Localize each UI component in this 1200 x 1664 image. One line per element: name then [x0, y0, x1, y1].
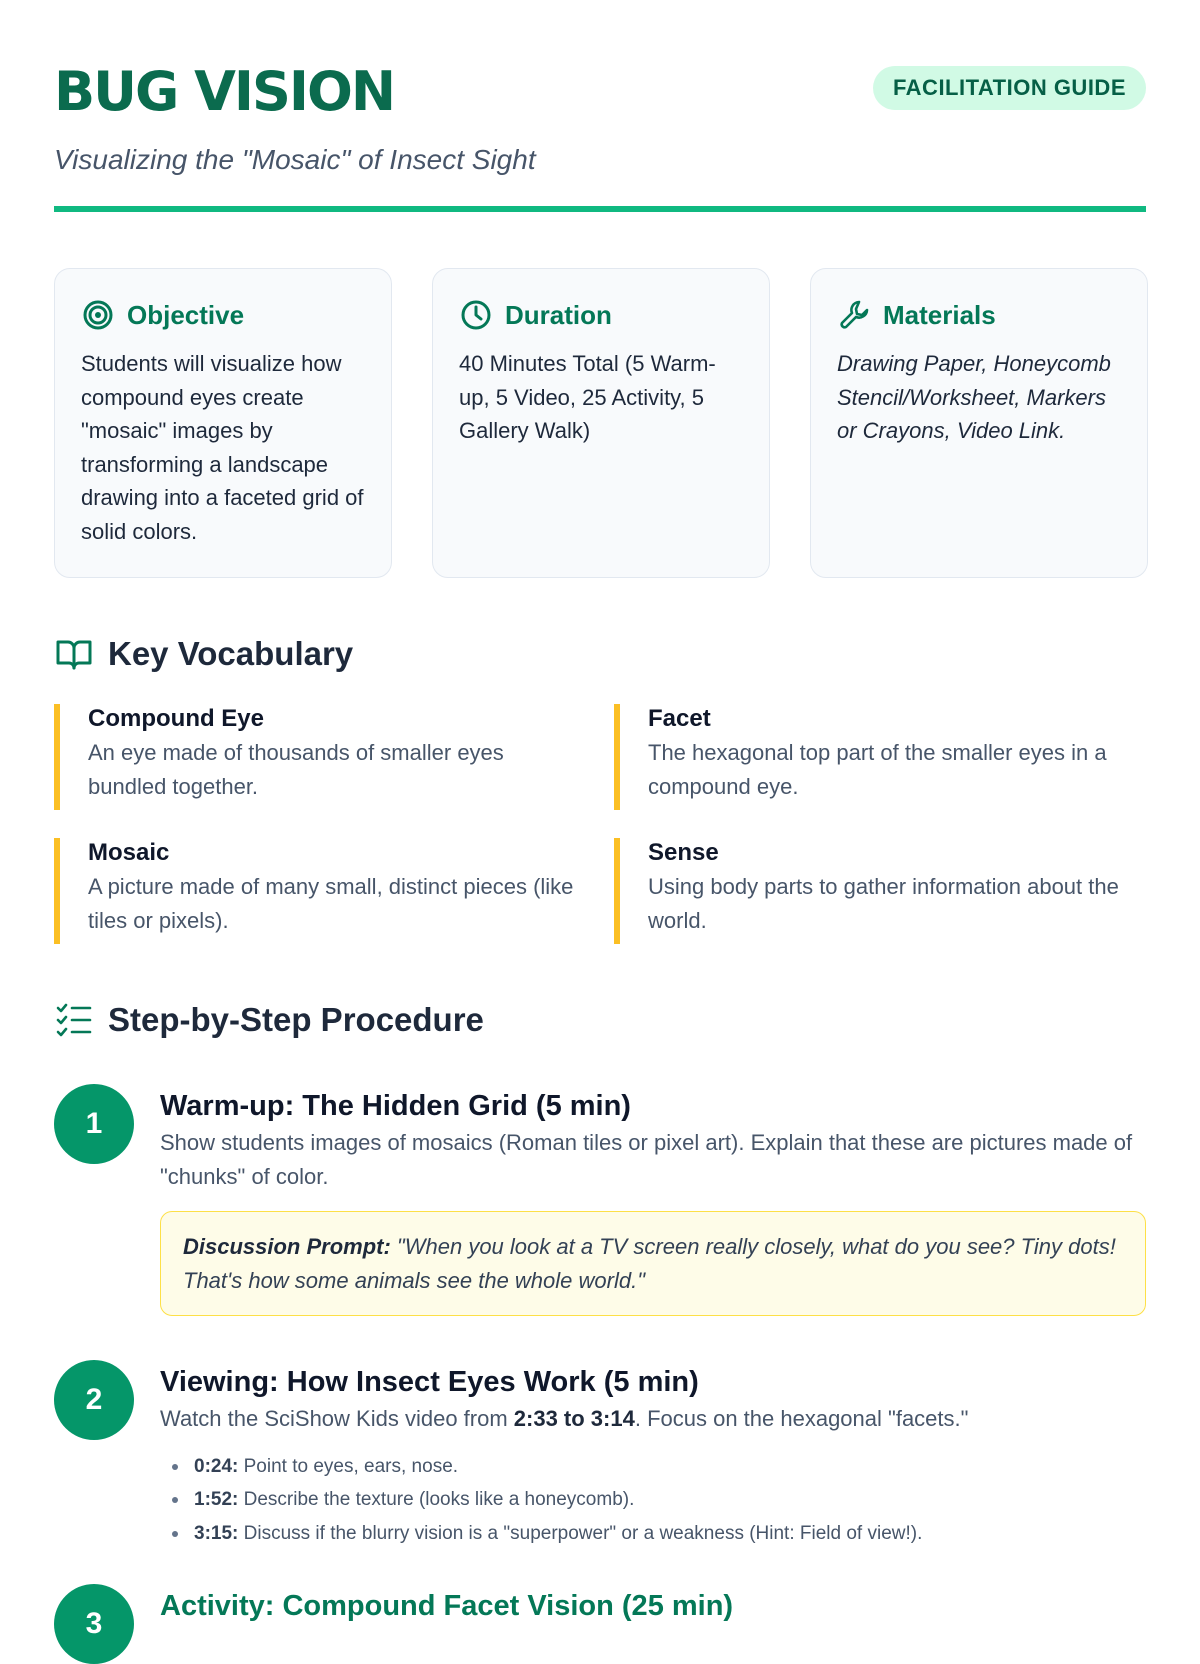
vocab-item — [614, 704, 1144, 810]
timestamp: 0:24: — [194, 1455, 239, 1477]
page-title: BUG VISION — [54, 60, 395, 123]
materials-card — [810, 268, 1148, 578]
vocab-term: Sense — [648, 839, 719, 866]
vocabulary-heading — [54, 632, 353, 676]
info-cards — [54, 268, 1146, 578]
timestamp-note: Point to eyes, ears, nose. — [238, 1455, 459, 1477]
page-subtitle: Visualizing the "Mosaic" of Insect Sight — [54, 144, 536, 175]
duration-card — [432, 268, 770, 578]
clock-icon — [459, 298, 493, 332]
target-icon — [81, 298, 115, 332]
step-body — [160, 1586, 1146, 1626]
timestamp-list — [160, 1450, 1146, 1551]
vocabulary-grid — [54, 704, 1146, 950]
objective-title: Objective — [127, 299, 245, 330]
vocab-definition: Using body parts to gather information about the world. — [648, 874, 1119, 933]
step-number-badge: 3 — [54, 1584, 134, 1664]
duration-title: Duration — [505, 299, 612, 330]
procedure-heading — [54, 998, 484, 1042]
vocab-item — [614, 838, 1144, 944]
vocabulary-title: Key Vocabulary — [108, 635, 354, 672]
discussion-prompt-label: Discussion Prompt: — [183, 1234, 391, 1259]
facilitation-guide-page — [54, 0, 1146, 1640]
discussion-prompt-text: "When you look at a TV screen really closely, what do you see? Tiny dots! That's how some animals see the whole world." — [183, 1234, 1116, 1293]
duration-text: 40 Minutes Total (5 Warm-up, 5 Video, 25 Activity, 5 Gallery Walk) — [459, 351, 716, 443]
vocab-definition: The hexagonal top part of the smaller eyes in a compound eye. — [648, 740, 1107, 799]
vocab-definition: An eye made of thousands of smaller eyes bundled together. — [88, 740, 504, 799]
step-text-part: . Focus on the hexagonal "facets." — [634, 1406, 969, 1431]
vocab-term: Compound Eye — [88, 705, 265, 732]
step-text-part: Watch the SciShow Kids video from — [160, 1406, 514, 1431]
guide-badge: FACILITATION GUIDE — [873, 66, 1146, 110]
list-item — [168, 1517, 1146, 1551]
timestamp: 1:52: — [194, 1489, 239, 1510]
discussion-prompt — [160, 1211, 1146, 1316]
vocab-term: Facet — [648, 705, 711, 732]
video-timestamp-range: 2:33 to 3:14 — [513, 1406, 635, 1431]
checklist-icon — [54, 1000, 94, 1040]
step-body — [160, 1086, 1146, 1316]
open-book-icon — [54, 634, 94, 674]
step-title: Warm-up: The Hidden Grid (5 min) — [160, 1090, 631, 1122]
list-item — [168, 1483, 1146, 1517]
timestamp: 3:15: — [194, 1522, 239, 1544]
list-item — [168, 1450, 1146, 1484]
materials-title: Materials — [883, 299, 996, 330]
timestamp-note: Discuss if the blurry vision is a "superpower" or a weakness (Hint: Field of view!). — [238, 1522, 923, 1544]
objective-text: Students will visualize how compound eyes create "mosaic" images by transforming a landscape drawing into a faceted grid of solid colors. — [81, 351, 364, 544]
step-title: Activity: Compound Facet Vision (25 min) — [160, 1590, 734, 1622]
step-number-badge: 2 — [54, 1360, 134, 1440]
step-description: Show students images of mosaics (Roman tiles or pixel art). Explain that these are pictures made of "chunks" of color. — [160, 1130, 1133, 1189]
step-description — [160, 1402, 1146, 1436]
step-number-badge: 1 — [54, 1084, 134, 1164]
step-body — [160, 1362, 1146, 1550]
vocab-item — [54, 838, 584, 944]
materials-text: Drawing Paper, Honeycomb Stencil/Worksheet, Markers or Crayons, Video Link. — [837, 351, 1111, 443]
page-header — [54, 56, 1146, 212]
wrench-icon — [837, 298, 871, 332]
vocab-definition: A picture made of many small, distinct pieces (like tiles or pixels). — [88, 874, 574, 933]
procedure-title: Step-by-Step Procedure — [108, 1001, 484, 1038]
objective-card — [54, 268, 392, 578]
step-title: Viewing: How Insect Eyes Work (5 min) — [160, 1366, 699, 1398]
timestamp-note: Describe the texture (looks like a honeycomb). — [238, 1489, 635, 1510]
vocab-term: Mosaic — [88, 839, 170, 866]
vocab-item — [54, 704, 584, 810]
